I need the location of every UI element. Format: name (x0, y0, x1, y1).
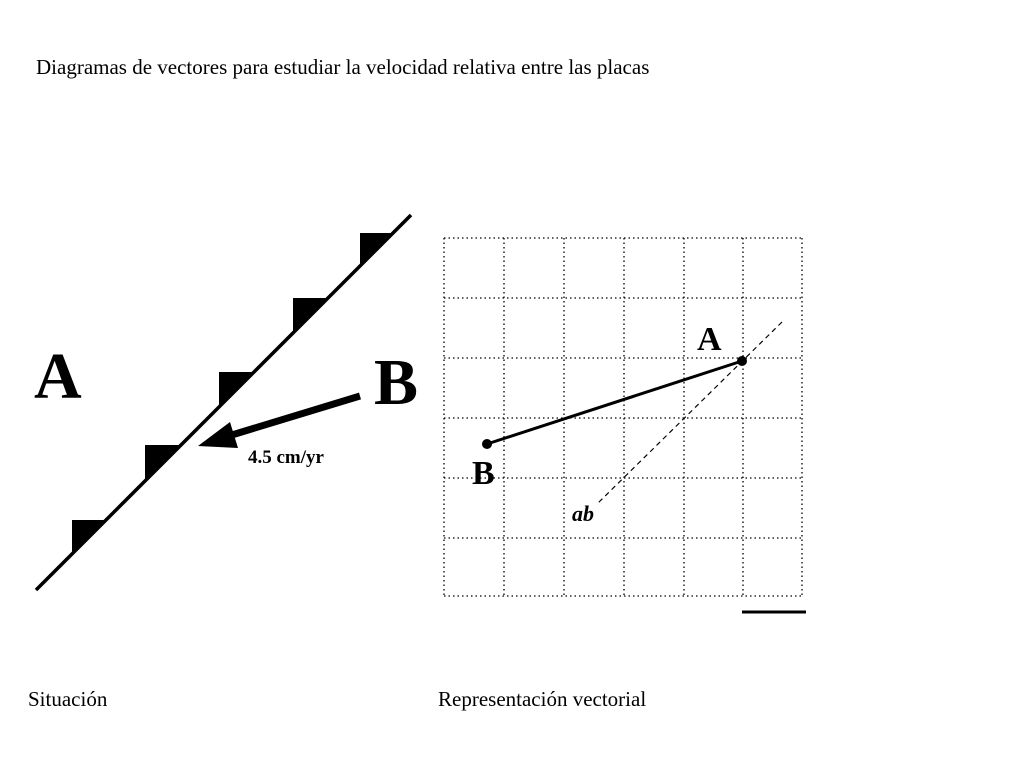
situation-diagram (34, 215, 418, 590)
vector-diagram (444, 238, 806, 612)
point-a (737, 356, 747, 366)
velocity-label: 4.5 cm/yr (248, 447, 324, 468)
boundary-tooth (360, 233, 394, 266)
boundary-tooth (293, 298, 327, 332)
point-b-label: B (472, 455, 495, 492)
plate-b-label: B (374, 346, 419, 419)
situation-caption: Situación (28, 687, 108, 711)
velocity-arrow-head (198, 422, 238, 448)
point-b (482, 439, 492, 449)
relative-velocity-vector (487, 361, 742, 444)
boundary-tooth (219, 372, 253, 406)
point-a-label: A (697, 321, 722, 358)
plate-boundary-line (36, 215, 411, 590)
ab-line-label: ab (572, 501, 594, 526)
velocity-arrow-shaft (222, 396, 360, 438)
vector-caption: Representación vectorial (438, 687, 647, 711)
page-title: Diagramas de vectores para estudiar la velocidad relativa entre las placas (36, 55, 650, 79)
plate-a-label: A (34, 340, 82, 413)
dotted-grid (444, 238, 802, 596)
boundary-tooth (145, 445, 180, 480)
